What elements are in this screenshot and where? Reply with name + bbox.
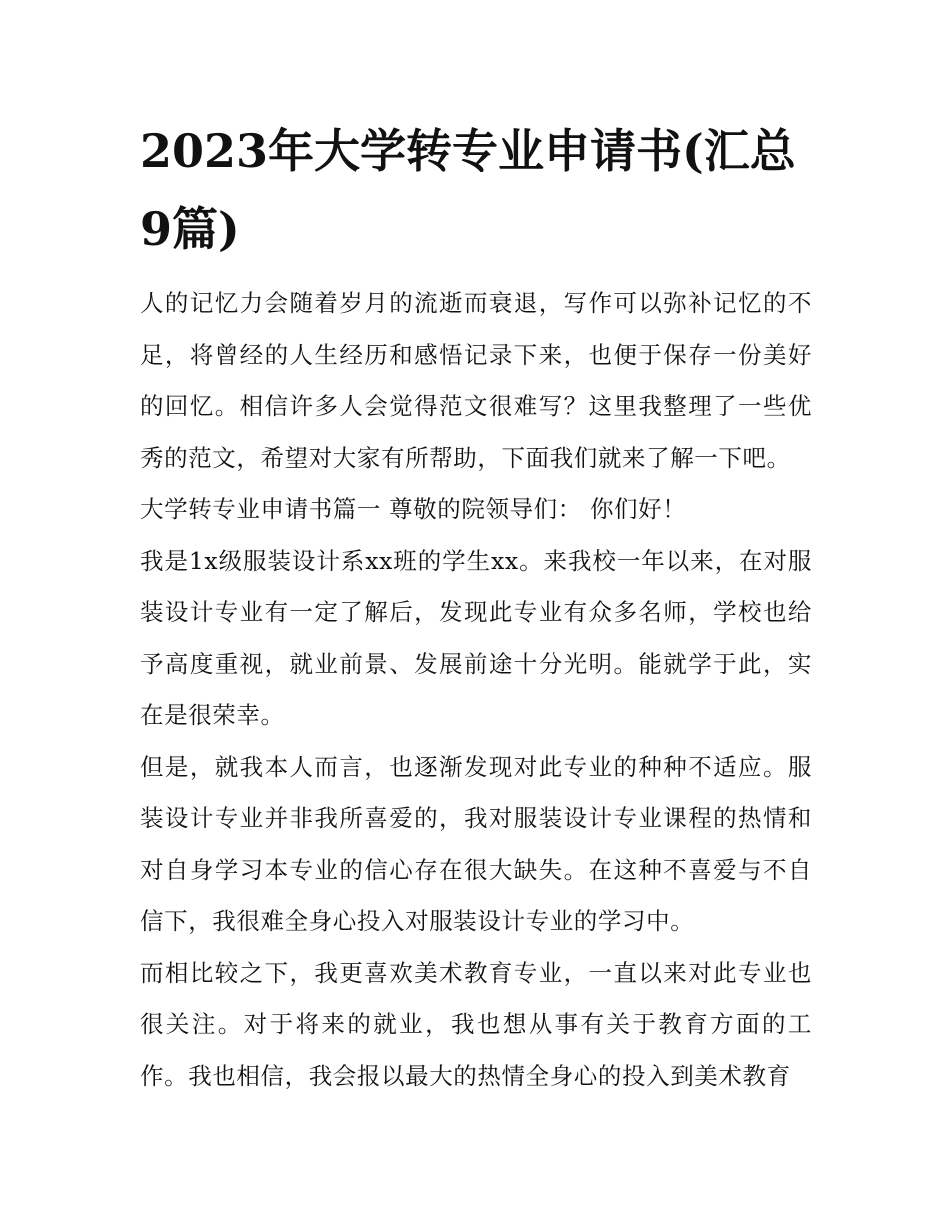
paragraph-self-intro: 我是1x级服装设计系xx班的学生xx。来我校一年以来，在对服装设计专业有一定了解后，发现此专业有众多名师，学校也给予高度重视，就业前景、发展前途十分光明。能就学于此，实在是很荣幸。 bbox=[140, 546, 812, 729]
paragraph-salutation: 大学转专业申请书篇一 尊敬的院领导们： 你们好！ bbox=[140, 495, 687, 523]
paragraph-preference: 而相比较之下，我更喜欢美术教育专业，一直以来对此专业也很关注。对于将来的就业，我也想从事有关于教育方面的工作。我也相信，我会报以最大的热情全身心的投入到美术教育 bbox=[140, 958, 812, 1090]
paragraph-intro: 人的记忆力会随着岁月的流逝而衰退，写作可以弥补记忆的不足，将曾经的人生经历和感悟记录下来，也便于保存一份美好的回忆。相信许多人会觉得范文很难写？这里我整理了一些优秀的范文，希望对大家有所帮助，下面我们就来了解一下吧。 bbox=[140, 289, 812, 472]
document-page bbox=[140, 112, 812, 1102]
paragraph-reason: 但是，就我本人而言，也逐渐发现对此专业的种种不适应。服装设计专业并非我所喜爱的，我对服装设计专业课程的热情和对自身学习本专业的信心存在很大缺失。在这种不喜爱与不自信下，我很难全身心投入对服装设计专业的学习中。 bbox=[140, 752, 812, 935]
document-title: 2023年大学转专业申请书(汇总9篇) bbox=[140, 124, 796, 256]
